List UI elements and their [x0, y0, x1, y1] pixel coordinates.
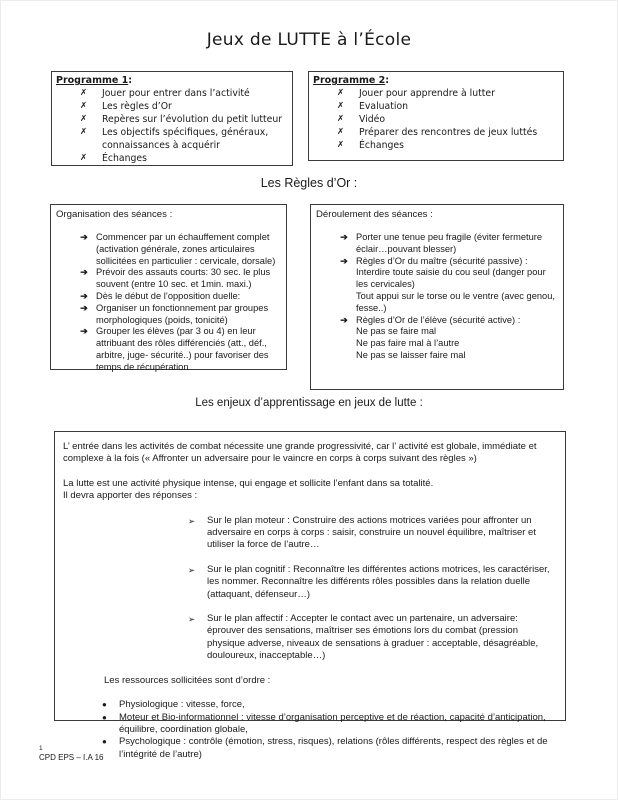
deroulement-header: Déroulement des séances :: [316, 209, 433, 220]
list-item-text: Dès le début de l’opposition duelle:: [96, 290, 241, 301]
list-item: [56, 267, 281, 291]
list-item-text: Règles d’Or du maître (sécurité passive) :: [356, 255, 528, 266]
list-item-text: Vidéo: [359, 114, 386, 125]
chevron-bullet-icon: ➢: [188, 515, 196, 526]
list-item-text: Règles d’Or de l’élève (sécurité active) :: [356, 314, 521, 325]
cross-bullet-icon: ✗: [337, 101, 345, 111]
dot-bullet-icon: ●: [102, 700, 107, 710]
list-item: [56, 152, 288, 165]
arrow-bullet-icon: ➔: [340, 255, 348, 266]
list-item-text: Ne pas faire mal à l’autre: [356, 338, 460, 349]
list-item-text: Commencer par un échauffement complet (activation générale, zones articulaires sollicitées en particulier : cervicale, dorsale): [96, 232, 276, 266]
plan-item-text: Sur le plan cognitif : Reconnaître les différentes actions motrices, les caractériser, les nommer. Reconnaître les différents rôles possibles dans la relation duelle (attaquant, défenseur…): [207, 563, 550, 600]
list-item: [56, 303, 281, 327]
programme2-header-text: Programme 2: [313, 75, 386, 86]
list-item-text: Evaluation: [359, 101, 409, 112]
list-item: [313, 87, 559, 100]
deroulement-box: [310, 204, 564, 390]
list-item: [316, 338, 558, 350]
programme2-box: [308, 71, 564, 161]
list-item: [316, 350, 558, 362]
list-item: [316, 256, 558, 268]
cross-bullet-icon: ✗: [80, 114, 88, 124]
plan-item: [188, 564, 557, 601]
footnote-mark: 1: [39, 745, 43, 752]
page-title: Jeux de LUTTE à l’École: [206, 30, 412, 50]
list-item: [313, 139, 559, 152]
list-item: [316, 291, 558, 315]
indent-spacer: [332, 326, 356, 338]
programme2-header: [313, 74, 559, 87]
list-item-text: Jouer pour apprendre à lutter: [359, 88, 495, 99]
list-item: [313, 100, 559, 113]
programme1-box: [51, 71, 293, 166]
cross-bullet-icon: ✗: [337, 114, 345, 124]
footer-text: CPD EPS – I.A 16: [39, 753, 104, 762]
list-item-text: Organiser un fonctionnement par groupes morphologiques (poids, tonicité): [96, 302, 269, 325]
list-item-text: Grouper les élèves (par 3 ou 4) en leur attribuant des rôles différenciés (att., déf., arbitre, juge- sécurité..) pour favoriser des temps de récupération: [96, 326, 269, 372]
indent-spacer: [332, 350, 356, 362]
cross-bullet-icon: ✗: [80, 153, 88, 163]
cross-bullet-icon: ✗: [337, 140, 345, 150]
list-item-text: Ne pas se faire mal: [356, 326, 437, 337]
list-item: [316, 267, 558, 291]
organisation-header: Organisation des séances :: [56, 209, 173, 220]
programme1-header: [56, 74, 288, 87]
page-footer: [39, 745, 103, 763]
plan-item: [188, 613, 557, 663]
list-item: [56, 232, 281, 267]
arrow-bullet-icon: ➔: [80, 326, 88, 337]
dot-bullet-icon: ●: [102, 737, 107, 747]
cross-bullet-icon: ✗: [80, 127, 88, 137]
programme1-header-text: Programme 1: [56, 75, 129, 86]
dot-bullet-icon: ●: [102, 712, 107, 722]
list-item-text: Tout appui sur le torse ou le ventre (avec genou, fesse..): [356, 290, 555, 313]
cross-bullet-icon: ✗: [337, 88, 345, 98]
programme1-header-colon: :: [128, 75, 133, 86]
plan-item-text: Sur le plan affectif : Accepter le contact avec un partenaire, un adversaire: éprouver des sensations, maîtriser ses émotions lors du combat (pression physique adverse, niveaux de sensations à graduer : acceptable, désagréable, douloureux, inacceptable…): [207, 613, 539, 662]
list-item: [56, 326, 281, 373]
list-item-text: Préparer des rencontres de jeux luttés: [359, 127, 538, 138]
list-item-text: Les objectifs spécifiques, généraux, connaissances à acquérir: [102, 127, 269, 151]
chevron-bullet-icon: ➢: [188, 614, 196, 625]
arrow-bullet-icon: ➔: [80, 302, 88, 313]
ressource-item: [102, 699, 557, 711]
list-item-text: Échanges: [102, 153, 147, 164]
enjeux-intro-line2: La lutte est une activité physique intense, qui engage et sollicite l’enfant dans sa totalité.: [63, 477, 434, 489]
list-item-text: Échanges: [359, 140, 404, 151]
ressource-item-text: Moteur et Bio-informationnel : vitesse d’organisation perceptive et de réaction, capacité d’anticipation, équilibre, coordination globale,: [119, 711, 546, 735]
plan-item-text: Sur le plan moteur : Construire des actions motrices variées pour affronter un adversaire en corps à corps : saisir, construire un nouvel équilibre, maîtriser et utiliser la force de l’autre…: [207, 514, 536, 551]
arrow-bullet-icon: ➔: [340, 232, 348, 242]
ressource-item: [102, 712, 557, 737]
list-item-text: Prévoir des assauts courts: 30 sec. le plus souvent (entre 10 sec. et 1min. maxi.): [96, 267, 271, 290]
list-item: [316, 315, 558, 327]
list-item: [56, 113, 288, 126]
arrow-bullet-icon: ➔: [80, 267, 88, 278]
section-heading-regles: Les Règles d’Or :: [260, 176, 358, 190]
list-item: [56, 291, 281, 303]
cross-bullet-icon: ✗: [337, 127, 345, 137]
list-item-text: Ne pas se laisser faire mal: [356, 349, 466, 360]
cross-bullet-icon: ✗: [80, 88, 88, 98]
organisation-box: [50, 204, 287, 370]
list-item-text: Interdire toute saisie du cou seul (danger pour les cervicales): [356, 267, 546, 290]
cross-bullet-icon: ✗: [80, 101, 88, 111]
programme2-header-colon: :: [385, 75, 390, 86]
list-item: [313, 113, 559, 126]
list-item-text: Repères sur l’évolution du petit lutteur: [102, 114, 283, 125]
list-item: [56, 126, 288, 152]
list-item: [56, 87, 288, 100]
ressource-item-text: Physiologique : vitesse, force,: [119, 699, 245, 711]
indent-spacer: [332, 267, 356, 291]
arrow-bullet-icon: ➔: [80, 290, 88, 301]
enjeux-intro-line3: Il devra apporter des réponses :: [63, 490, 198, 502]
list-item-text: Porter une tenue peu fragile (éviter fermeture éclair…pouvant blesser): [356, 232, 543, 254]
ressources-header: Les ressources sollicitées sont d’ordre :: [104, 674, 271, 686]
arrow-bullet-icon: ➔: [340, 314, 348, 325]
arrow-bullet-icon: ➔: [80, 232, 88, 242]
list-item-text: Jouer pour entrer dans l’activité: [102, 88, 250, 99]
indent-spacer: [332, 338, 356, 350]
chevron-bullet-icon: ➢: [188, 564, 196, 575]
list-item: [56, 100, 288, 113]
enjeux-intro-paragraph: L’ entrée dans les activités de combat nécessite une grande progressivité, car l’ activité est globale, immédiate et complexe à la fois (« Affronter un adversaire pour le vaincre en corps à corps suivant des règles »): [63, 441, 537, 465]
list-item: [316, 232, 558, 256]
plan-item: [188, 515, 557, 552]
ressource-item-text: Psychologique : contrôle (émotion, stress, risques), relations (rôles différents, respect des règles et de l’intégrité de l’autre): [119, 736, 548, 760]
list-item: [313, 126, 559, 139]
ressource-item: [102, 736, 557, 761]
list-item-text: Les règles d’Or: [102, 101, 172, 112]
section-heading-enjeux: Les enjeux d’apprentissage en jeux de lutte :: [195, 397, 423, 409]
list-item: [316, 326, 558, 338]
indent-spacer: [332, 291, 356, 315]
